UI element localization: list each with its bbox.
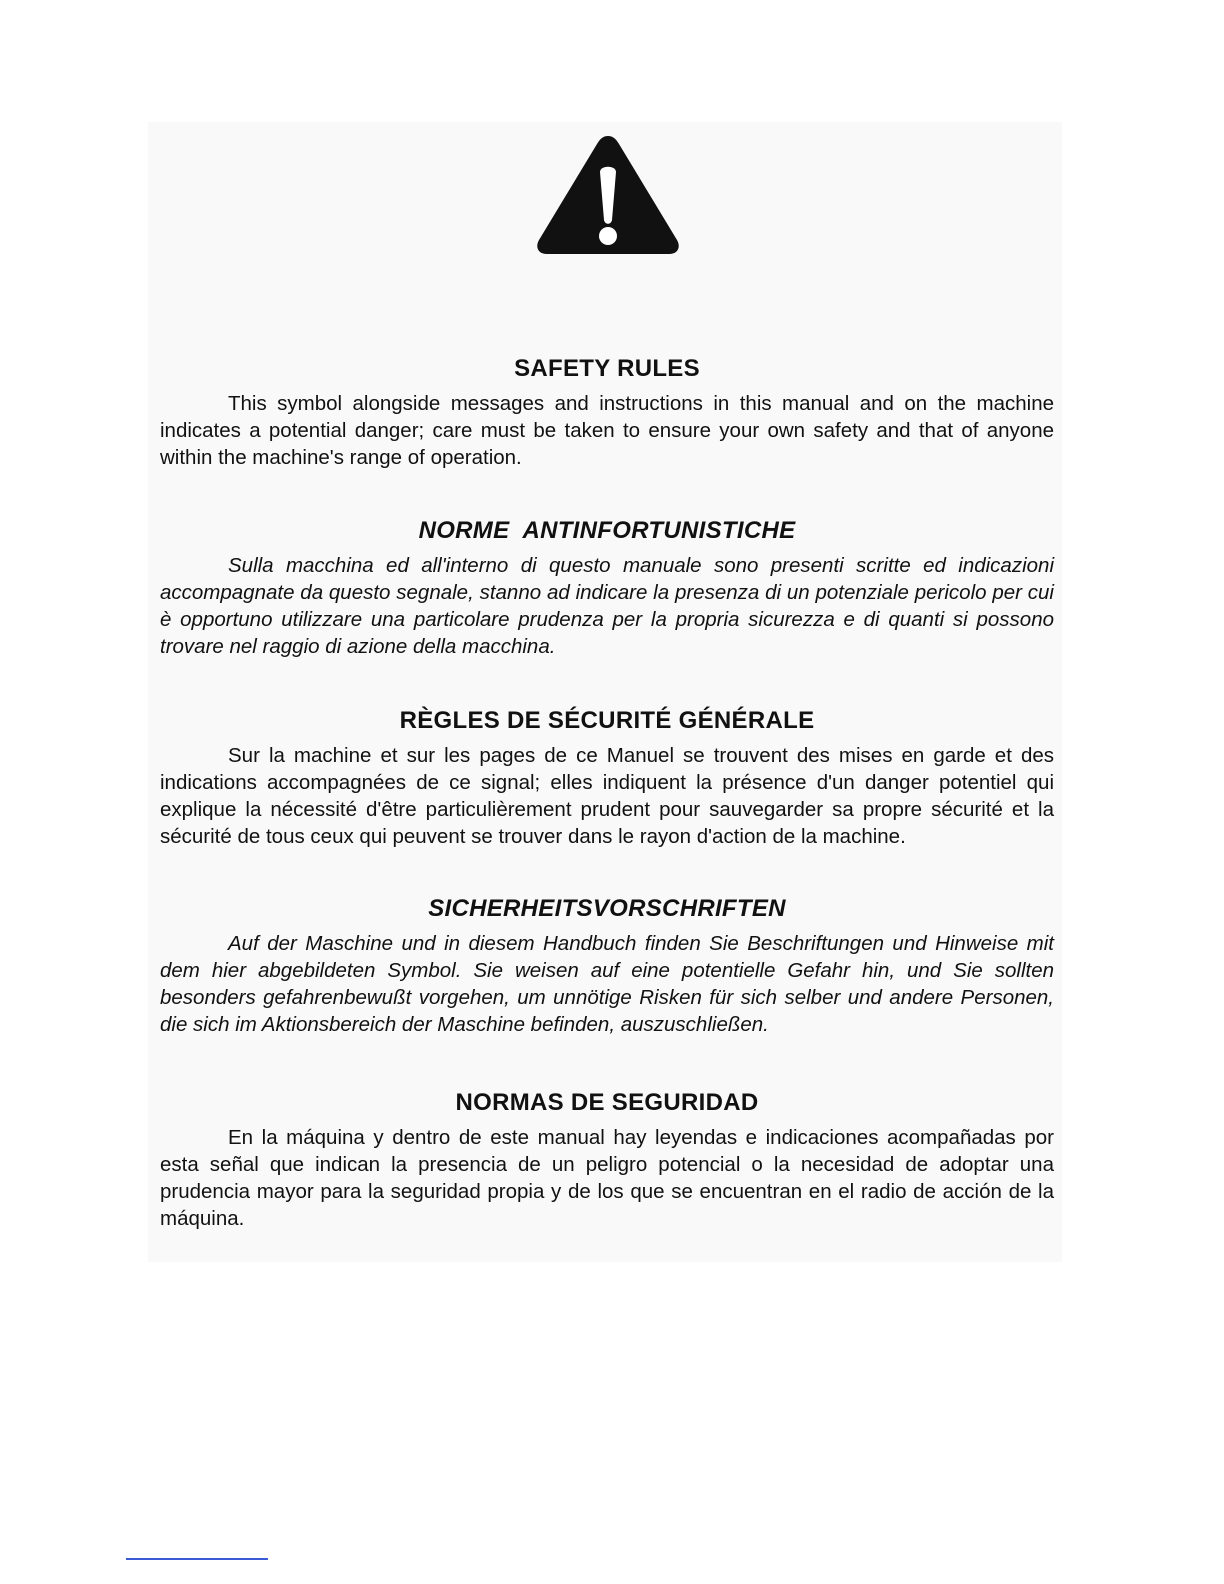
section-heading: RÈGLES DE SÉCURITÉ GÉNÉRALE [399, 707, 815, 734]
warning-triangle-icon [534, 132, 682, 258]
section-heading: NORMAS DE SEGURIDAD [455, 1089, 759, 1116]
section-french [160, 706, 1054, 850]
section-body: En la máquina y dentro de este manual hay leyendas e indicaciones acompañadas por esta señal que indican la presencia de un peligro potencial o la necesidad de adoptar una prudencia mayor para la seguridad propia y de los que se encuentran en el radio de acción de la máquina. [160, 1126, 1054, 1230]
section-body: Sur la machine et sur les pages de ce Manuel se trouvent des mises en garde et des indications accompagnées de ce signal; elles indiquent la présence d'un danger potentiel qui explique la nécessité d'être particulièrement prudent pour sauvegarder sa propre sécurité et la sécurité de tous ceux qui peuvent se trouver dans le rayon d'action de la machine. [160, 744, 1054, 848]
section-german [160, 894, 1054, 1038]
section-english [160, 354, 1054, 471]
section-body: Auf der Maschine und in diesem Handbuch finden Sie Beschriftungen und Hinweise mit dem hier abgebildeten Symbol. Sie weisen auf eine potentielle Gefahr hin, und Sie sollten besonders gefahrenbewußt vorgehen, um unnötige Risken für sich selber und andere Personen, die sich im Aktionsbereich der Maschine befinden, auszuschließen. [160, 932, 1054, 1036]
section-heading: SAFETY RULES [514, 355, 700, 382]
section-body: Sulla macchina ed all'interno di questo manuale sono presenti scritte ed indicazioni accompagnate da questo segnale, stanno ad indicare la presenza di un potenziale pericolo per cui è opportuno utilizzare una particolare prudenza per la propria sicurezza e di quanti si possono trovare nel raggio di azione della macchina. [160, 554, 1054, 658]
bottom-rule-divider [126, 1558, 268, 1560]
section-heading: SICHERHEITSVORSCHRIFTEN [428, 895, 786, 922]
section-heading: NORME ANTINFORTUNISTICHE [418, 517, 796, 544]
section-italian [160, 516, 1054, 660]
section-body: This symbol alongside messages and instructions in this manual and on the machine indicates a potential danger; care must be taken to ensure your own safety and that of anyone within the machine's range of operation. [160, 392, 1054, 469]
section-spanish [160, 1088, 1054, 1232]
